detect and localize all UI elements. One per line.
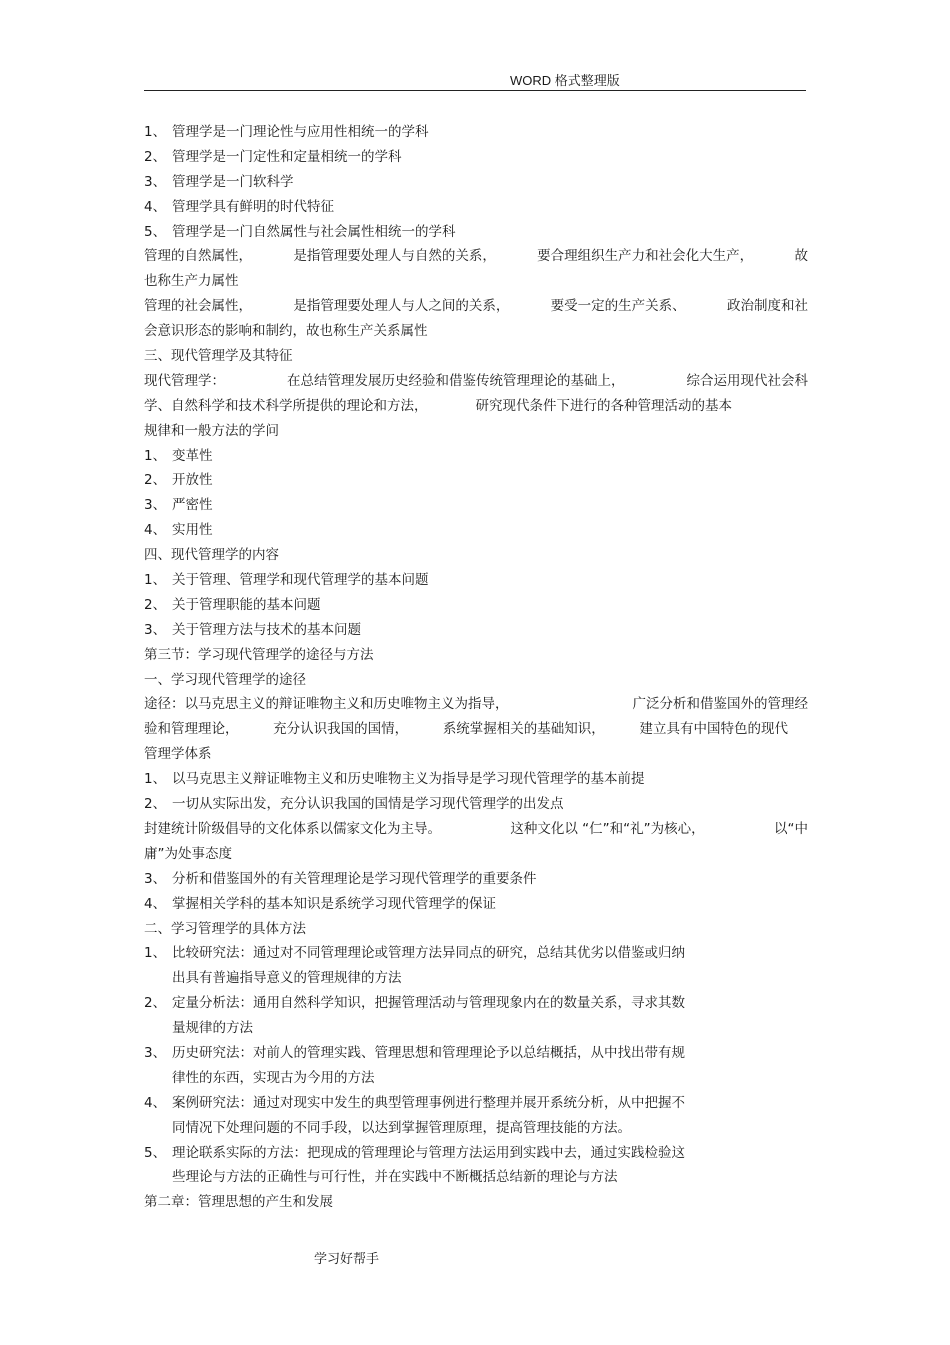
text-segment: 途径：以马克思主义的辩证唯物主义和历史唯物主义为指导，: [144, 696, 509, 713]
item-text: 掌握相关学科的基本知识是系统学习现代管理学的保证: [172, 895, 496, 912]
item-number: 3、: [144, 870, 167, 887]
list-item: [144, 892, 808, 917]
list-item: [144, 518, 808, 543]
text-segment: 现代管理学：: [144, 372, 225, 389]
paragraph-line: [144, 369, 808, 394]
item-text: 定量分析法：通用自然科学知识，把握管理活动与管理现象内在的数量关系，寻求其数: [172, 995, 685, 1012]
list-item-continuation: 量规律的方法: [172, 1020, 253, 1037]
text-segment: 要合理组织生产力和社会化大生产，: [537, 248, 754, 265]
text-segment: 建立具有中国特色的现代: [639, 721, 788, 738]
list-item: [144, 1041, 808, 1066]
item-text: 一切从实际出发，充分认识我国的国情是学习现代管理学的出发点: [172, 796, 564, 813]
paragraph-line: [144, 394, 808, 419]
page-footer: 学习好帮手: [314, 1252, 380, 1267]
item-text: 历史研究法：对前人的管理实践、管理思想和管理理论予以总结概括，从中找出带有规: [172, 1044, 685, 1061]
list-item: [144, 1091, 808, 1116]
item-number: 1、: [144, 945, 167, 962]
list-item-continuation: 律性的东西，实现古为今用的方法: [172, 1069, 375, 1086]
item-number: 1、: [144, 572, 167, 589]
paragraph-line: 管理学体系: [144, 746, 212, 763]
item-text: 开放性: [172, 472, 213, 489]
list-item: [144, 568, 808, 593]
item-number: 3、: [144, 497, 167, 514]
text-segment: 是指管理要处理人与自然的关系，: [293, 248, 496, 265]
item-text: 管理学是一门自然属性与社会属性相统一的学科: [172, 223, 456, 240]
item-text: 以马克思主义辩证唯物主义和历史唯物主义为指导是学习现代管理学的基本前提: [172, 771, 645, 788]
text-segment: 是指管理要处理人与人之间的关系，: [293, 298, 510, 315]
list-item: [144, 618, 808, 643]
list-item-continuation: 出具有普遍指导意义的管理规律的方法: [172, 970, 402, 987]
item-text: 管理学是一门软科学: [172, 173, 294, 190]
item-text: 管理学具有鲜明的时代特征: [172, 198, 334, 215]
item-number: 2、: [144, 148, 167, 165]
item-text: 管理学是一门理论性与应用性相统一的学科: [172, 124, 429, 140]
list-item: [144, 170, 808, 195]
item-number: 4、: [144, 1094, 167, 1111]
paragraph-line: [144, 717, 808, 742]
item-text: 比较研究法：通过对不同管理理论或管理方法异同点的研究，总结其优劣以借鉴或归纳: [172, 945, 685, 962]
item-text: 关于管理方法与技术的基本问题: [172, 621, 361, 638]
text-segment: 要受一定的生产关系、: [550, 298, 686, 315]
text-segment: 在总结管理发展历史经验和借鉴传统管理理论的基础上，: [287, 372, 625, 389]
text-segment: 以“中: [774, 820, 808, 837]
item-number: 2、: [144, 472, 167, 489]
item-number: 4、: [144, 522, 167, 539]
page-header: [144, 68, 806, 91]
item-text: 实用性: [172, 522, 213, 539]
item-number: 3、: [144, 173, 167, 190]
item-number: 2、: [144, 995, 167, 1012]
item-number: 1、: [144, 447, 167, 464]
item-number: 2、: [144, 796, 167, 813]
text-segment: 研究现代条件下进行的各种管理活动的基本: [475, 397, 732, 414]
list-item: [144, 444, 808, 469]
paragraph-line: [144, 294, 808, 319]
item-text: 严密性: [172, 497, 213, 514]
list-item: [144, 195, 808, 220]
text-segment: 综合运用现代社会科: [686, 372, 808, 389]
document-body: [144, 120, 808, 1215]
text-segment: 这种文化以 “仁”和“礼”为核心，: [510, 820, 705, 837]
text-segment: 管理的自然属性，: [144, 248, 252, 265]
item-text: 分析和借鉴国外的有关管理理论是学习现代管理学的重要条件: [172, 870, 537, 887]
text-segment: 系统掌握相关的基础知识，: [442, 721, 605, 738]
paragraph-line: 也称生产力属性: [144, 273, 239, 290]
item-number: 5、: [144, 1144, 167, 1161]
section-heading: 四、现代管理学的内容: [144, 547, 279, 564]
chapter-heading: 第二章：管理思想的产生和发展: [144, 1194, 333, 1211]
paragraph-line: [144, 692, 808, 717]
paragraph-line: 规律和一般方法的学问: [144, 422, 279, 439]
paragraph-line: [144, 244, 808, 269]
text-segment: 广泛分析和借鉴国外的管理经: [632, 696, 808, 713]
item-text: 关于管理、管理学和现代管理学的基本问题: [172, 572, 429, 589]
item-text: 管理学是一门定性和定量相统一的学科: [172, 148, 402, 165]
item-text: 理论联系实际的方法：把现成的管理理论与管理方法运用到实践中去，通过实践检验这: [172, 1144, 685, 1161]
item-number: 1、: [144, 771, 167, 788]
text-segment: 管理的社会属性，: [144, 298, 252, 315]
list-item: [144, 120, 808, 145]
section-heading: 二、学习管理学的具体方法: [144, 920, 306, 937]
section-heading: 一、学习现代管理学的途径: [144, 671, 306, 688]
item-text: 案例研究法：通过对现实中发生的典型管理事例进行整理并展开系统分析，从中把握不: [172, 1094, 685, 1111]
section-heading: 三、现代管理学及其特征: [144, 348, 293, 365]
text-segment: 学、自然科学和技术科学所提供的理论和方法，: [144, 397, 428, 414]
item-number: 3、: [144, 1044, 167, 1061]
list-item: [144, 468, 808, 493]
list-item-continuation: 同情况下处理问题的不同手段，以达到掌握管理原理，提高管理技能的方法。: [172, 1119, 631, 1136]
item-text: 变革性: [172, 447, 213, 464]
list-item-continuation: 些理论与方法的正确性与可行性，并在实践中不断概括总结新的理论与方法: [172, 1169, 618, 1186]
section-heading: 第三节：学习现代管理学的途径与方法: [144, 646, 374, 663]
list-item: [144, 493, 808, 518]
paragraph-line: 庸”为处事态度: [144, 845, 232, 862]
text-segment: 验和管理理论，: [144, 721, 239, 738]
item-number: 4、: [144, 198, 167, 215]
list-item: [144, 991, 808, 1016]
list-item: [144, 145, 808, 170]
list-item: [144, 220, 808, 245]
list-item: [144, 593, 808, 618]
list-item: [144, 767, 808, 792]
item-text: 关于管理职能的基本问题: [172, 596, 321, 613]
paragraph-line: 会意识形态的影响和制约，故也称生产关系属性: [144, 323, 428, 340]
text-segment: 政治制度和社: [726, 298, 808, 315]
text-segment: 充分认识我国的国情，: [273, 721, 409, 738]
item-number: 5、: [144, 223, 167, 240]
header-title: WORD 格式整理版: [510, 73, 620, 88]
list-item: [144, 1141, 808, 1166]
item-number: 2、: [144, 596, 167, 613]
paragraph-line: [144, 817, 808, 842]
text-segment: 封建统计阶级倡导的文化体系以儒家文化为主导。: [144, 820, 441, 837]
text-segment: 故: [794, 248, 808, 265]
item-number: 3、: [144, 621, 167, 638]
list-item: [144, 792, 808, 817]
item-number: 4、: [144, 895, 167, 912]
item-number: 1、: [144, 124, 167, 140]
list-item: [144, 867, 808, 892]
list-item: [144, 941, 808, 966]
